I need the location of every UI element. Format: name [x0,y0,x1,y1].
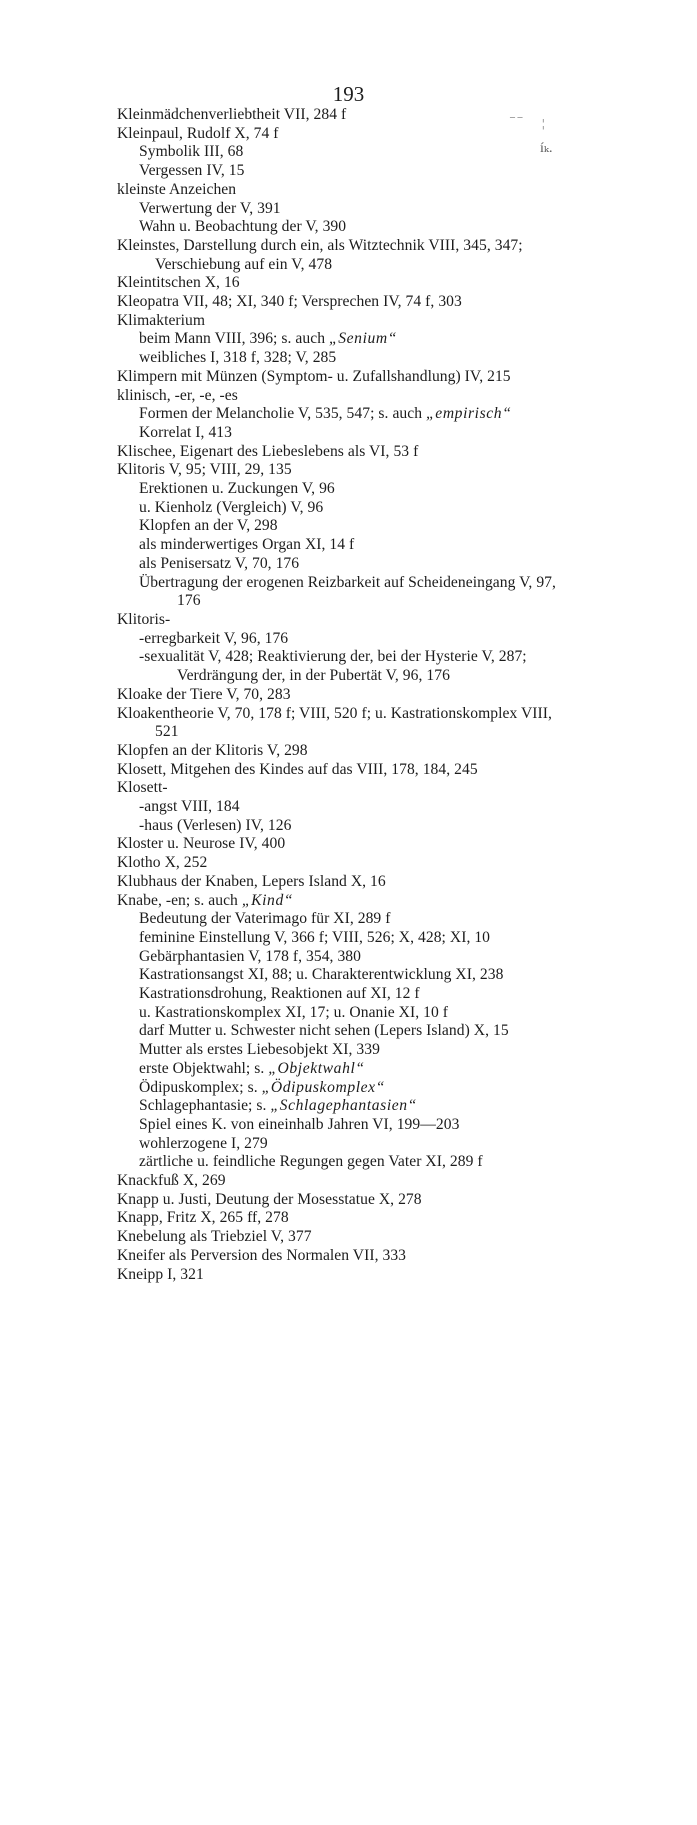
index-subentry: wohlerzogene I, 279 [139,1134,268,1152]
index-entry: klinisch, -er, -e, -es [117,386,238,404]
index-subentry: als Penisersatz V, 70, 176 [139,554,300,572]
index-entry: kleinste Anzeichen [117,180,237,198]
index-entry: Kneipp I, 321 [117,1265,204,1283]
index-subentry: Mutter als erstes Liebesobjekt XI, 339 [139,1041,380,1059]
index-subentry: zärtliche u. feindliche Regungen gegen Vater XI, 289 f [139,1153,483,1171]
index-subentry: als minderwertiges Organ XI, 14 f [139,536,355,554]
index-entry: Klopfen an der Klitoris V, 298 [117,741,308,759]
index-entry: Kloakentheorie V, 70, 178 f; VIII, 520 f; u. Kastrationskomplex VIII, 521 [117,704,552,741]
cross-reference: „Schlagephantasien“ [270,1097,417,1115]
index-entry: Klitoris V, 95; VIII, 29, 135 [117,461,292,479]
entry-text: Schlagephantasie; s. [139,1097,271,1115]
margin-mark: ¦ [542,116,545,130]
index-subentry: u. Kienholz (Vergleich) V, 96 [139,498,324,516]
index-entry: Kleinpaul, Rudolf X, 74 f [117,124,279,142]
index-subentry: Verwertung der V, 391 [139,199,281,217]
index-subentry: weibliches I, 318 f, 328; V, 285 [139,349,337,367]
index-subentry: darf Mutter u. Schwester nicht sehen (Lepers Island) X, 15 [139,1022,509,1040]
index-entry: Kleintitschen X, 16 [117,274,240,292]
index-subentry: Vergessen IV, 15 [139,162,245,180]
index-subentry: -erregbarkeit V, 96, 176 [139,629,289,647]
index-subentry: u. Kastrationskomplex XI, 17; u. Onanie XI, 10 f [139,1003,449,1021]
index-subentry: Klopfen an der V, 298 [139,517,278,535]
index-subentry [139,1060,557,1079]
cross-reference: „Objektwahl“ [268,1059,365,1077]
index-entry: Kloake der Tiere V, 70, 283 [117,685,291,703]
entry-text: Formen der Melancholie V, 535, 547; s. auch [139,405,427,423]
index-entry: Knapp u. Justi, Deutung der Mosesstatue X, 278 [117,1190,422,1208]
index-subentry: Bedeutung der Vaterimago für XI, 289 f [139,910,391,928]
index-column [117,106,557,1284]
entry-text: erste Objektwahl; s. [139,1059,269,1077]
index-entry: Kloster u. Neurose IV, 400 [117,835,286,853]
index-entry [117,892,557,911]
index-subentry: Symbolik III, 68 [139,143,244,161]
index-entry: Klimakterium [117,311,206,329]
page-number: 193 [332,82,365,106]
margin-mark: íₖ. [540,141,553,156]
index-subentry: Korrelat I, 413 [139,423,232,441]
index-subentry: Kastrationsangst XI, 88; u. Charakterentwicklung XI, 238 [139,966,504,984]
index-subentry: Übertragung der erogenen Reizbarkeit auf Scheideneingang V, 97, 176 [139,573,556,610]
index-subentry [139,1079,557,1098]
entry-text: beim Mann VIII, 396; s. auch [139,330,329,348]
index-subentry: Erektionen u. Zuckungen V, 96 [139,480,335,498]
margin-mark: ‒ ‒ [510,112,523,123]
index-subentry: feminine Einstellung V, 366 f; VIII, 526; X, 428; XI, 10 [139,928,491,946]
entry-text: Ödipuskomplex; s. [139,1078,262,1096]
index-entry: Kneifer als Perversion des Normalen VII, 333 [117,1246,407,1264]
index-subentry: -haus (Verlesen) IV, 126 [139,816,292,834]
index-entry: Klubhaus der Knaben, Lepers Island X, 16 [117,872,386,890]
index-entry: Klitoris- [117,610,171,628]
index-subentry [139,1097,557,1116]
index-subentry [139,330,557,349]
cross-reference: „empirisch“ [426,405,512,423]
cross-reference: „Senium“ [328,330,398,348]
index-subentry: Kastrationsdrohung, Reaktionen auf XI, 12 f [139,985,420,1003]
index-subentry [139,405,557,424]
index-entry: Klimpern mit Münzen (Symptom- u. Zufallshandlung) IV, 215 [117,367,511,385]
cross-reference: „Ödipuskomplex“ [261,1078,385,1096]
index-subentry: Gebärphantasien V, 178 f, 354, 380 [139,947,361,965]
index-entry: Klischee, Eigenart des Liebeslebens als VI, 53 f [117,442,419,460]
index-entry: Knapp, Fritz X, 265 ff, 278 [117,1209,289,1227]
index-entry: Knebelung als Triebziel V, 377 [117,1228,312,1246]
index-subentry: -angst VIII, 184 [139,798,240,816]
index-entry: Kleinmädchenverliebtheit VII, 284 f [117,106,347,123]
index-entry: Klosett- [117,779,168,797]
index-entry: Kleopatra VII, 48; XI, 340 f; Versprechen IV, 74 f, 303 [117,293,462,311]
index-entry: Klosett, Mitgehen des Kindes auf das VIII, 178, 184, 245 [117,760,478,778]
index-entry: Kleinstes, Darstellung durch ein, als Witztechnik VIII, 345, 347; Verschiebung auf ein V, 478 [117,236,523,273]
entry-text: Knabe, -en; s. auch [117,891,242,909]
index-entry: Klotho X, 252 [117,854,208,872]
index-entry: Knackfuß X, 269 [117,1172,226,1190]
cross-reference: „Kind“ [241,891,294,909]
index-subentry: Spiel eines K. von eineinhalb Jahren VI, 199—203 [139,1115,460,1133]
index-subentry: -sexualität V, 428; Reaktivierung der, bei der Hysterie V, 287; Verdrängung der, in der Pubertät V, 96, 176 [139,648,527,685]
index-subentry: Wahn u. Beobachtung der V, 390 [139,218,347,236]
